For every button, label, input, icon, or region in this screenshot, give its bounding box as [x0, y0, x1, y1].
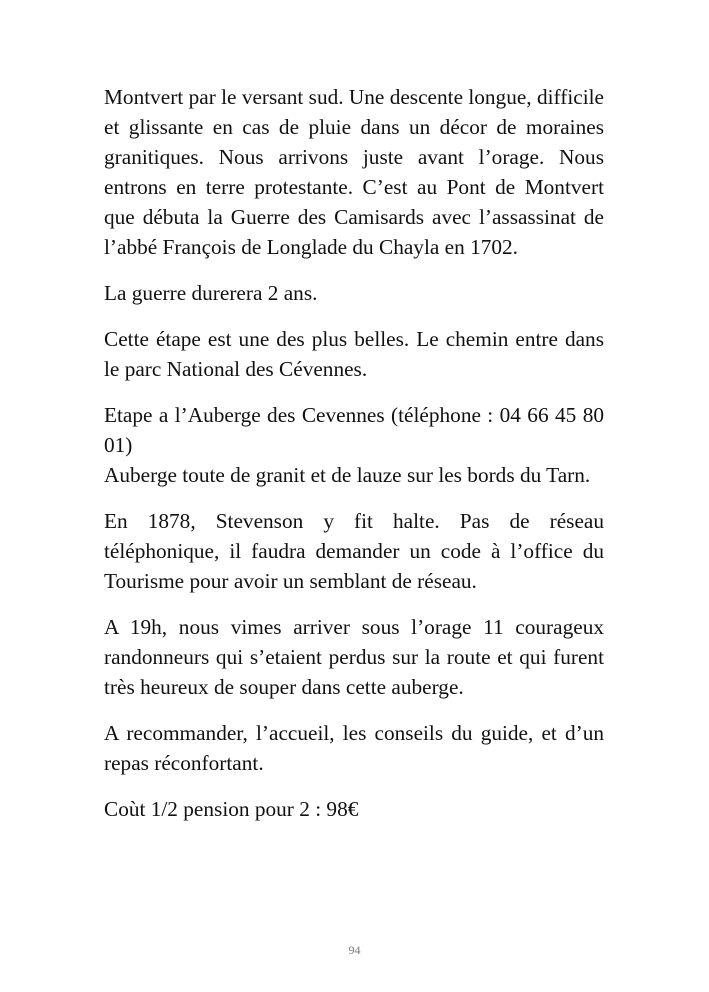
page-number: 94	[348, 943, 361, 957]
body-text	[104, 82, 604, 840]
paragraph-auberge-phone: Etape a l’Auberge des Cevennes (téléphone : 04 66 45 80 01)	[104, 403, 604, 457]
paragraph-etape: Cette étape est une des plus belles. Le chemin entre dans le parc National des Cévennes.	[104, 327, 604, 381]
paragraph-guerre: La guerre durerera 2 ans.	[104, 281, 318, 305]
paragraph-montvert: Montvert par le versant sud. Une descente longue, difficile et glissante en cas de pluie dans un décor de moraines granitiques. Nous arrivons juste avant l’orage. Nous entrons en terre protestante. C’est au Pont de Montvert que débuta la Guerre des Camisards avec l’assassinat de l’abbé François de Longlade du Chayla en 1702.	[104, 85, 604, 259]
paragraph-randonneurs: A 19h, nous vimes arriver sous l’orage 11 courageux randonneurs qui s’etaient perdus sur la route et qui furent très heureux de souper dans cette auberge.	[104, 615, 604, 699]
paragraph-auberge-granit: Auberge toute de granit et de lauze sur les bords du Tarn.	[104, 463, 591, 487]
paragraph-recommander: A recommander, l’accueil, les conseils du guide, et d’un repas réconfortant.	[104, 721, 604, 775]
paragraph-cout: Coùt 1/2 pension pour 2 : 98€	[104, 797, 359, 821]
paragraph-stevenson: En 1878, Stevenson y fit halte. Pas de réseau téléphonique, il faudra demander un code à l’office du Tourisme pour avoir un semblant de réseau.	[104, 509, 604, 593]
